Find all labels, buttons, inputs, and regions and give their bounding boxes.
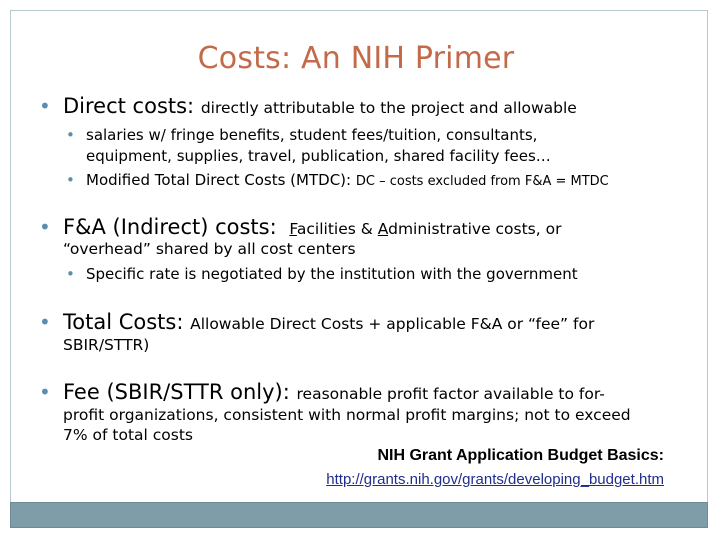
fa-rate-text: Specific rate is negotiated by the institution with the government xyxy=(86,265,578,283)
sub-bullet-mtdc xyxy=(66,170,609,192)
direct-items-line1: salaries w/ fringe benefits, student fees/tuition, consultants, xyxy=(86,126,538,144)
fa-costs-line2: “overhead” shared by all cost centers xyxy=(63,240,356,258)
bullet-icon: • xyxy=(39,310,51,334)
fa-costs-heading: F&A (Indirect) costs: xyxy=(63,215,277,239)
bullet-icon: • xyxy=(66,126,75,144)
slide-frame xyxy=(10,10,708,528)
reference-title: NIH Grant Application Budget Basics: xyxy=(377,447,664,464)
direct-costs-text: directly attributable to the project and allowable xyxy=(200,99,577,117)
bullet-direct-costs xyxy=(39,94,577,120)
bullet-icon: • xyxy=(39,94,51,118)
total-costs-line2: SBIR/STTR) xyxy=(63,336,150,354)
slide-title: Costs: An NIH Primer xyxy=(197,41,515,76)
bullet-icon: • xyxy=(66,265,75,283)
bullet-icon: • xyxy=(66,171,75,189)
total-costs-heading: Total Costs: xyxy=(63,310,184,334)
total-costs-text: Allowable Direct Costs + applicable F&A or “fee” for xyxy=(190,315,595,333)
mtdc-heading: Modified Total Direct Costs (MTDC): xyxy=(86,171,352,189)
bullet-icon: • xyxy=(39,215,51,239)
bullet-total-costs xyxy=(39,310,595,336)
fee-line3: 7% of total costs xyxy=(63,426,193,444)
bullet-icon: • xyxy=(39,380,51,404)
bullet-fa-costs xyxy=(39,215,562,241)
bullet-fee xyxy=(39,380,605,406)
reference-link[interactable]: http://grants.nih.gov/grants/developing_budget.htm xyxy=(326,471,664,488)
mtdc-text: DC – costs excluded from F&A = MTDC xyxy=(355,174,609,189)
sub-bullet-fa-rate xyxy=(66,264,578,285)
fee-heading: Fee (SBIR/STTR only): xyxy=(63,380,290,404)
sub-bullet-direct-items xyxy=(66,125,551,167)
direct-items-line2: equipment, supplies, travel, publication, shared facility fees… xyxy=(86,147,551,165)
fa-costs-text: Facilities & Administrative costs, or xyxy=(289,220,562,238)
fee-text: reasonable profit factor available to for- xyxy=(296,385,605,403)
fee-line2: profit organizations, consistent with normal profit margins; not to exceed xyxy=(63,406,631,424)
direct-costs-heading: Direct costs: xyxy=(63,94,195,118)
footer-bar xyxy=(10,502,708,528)
